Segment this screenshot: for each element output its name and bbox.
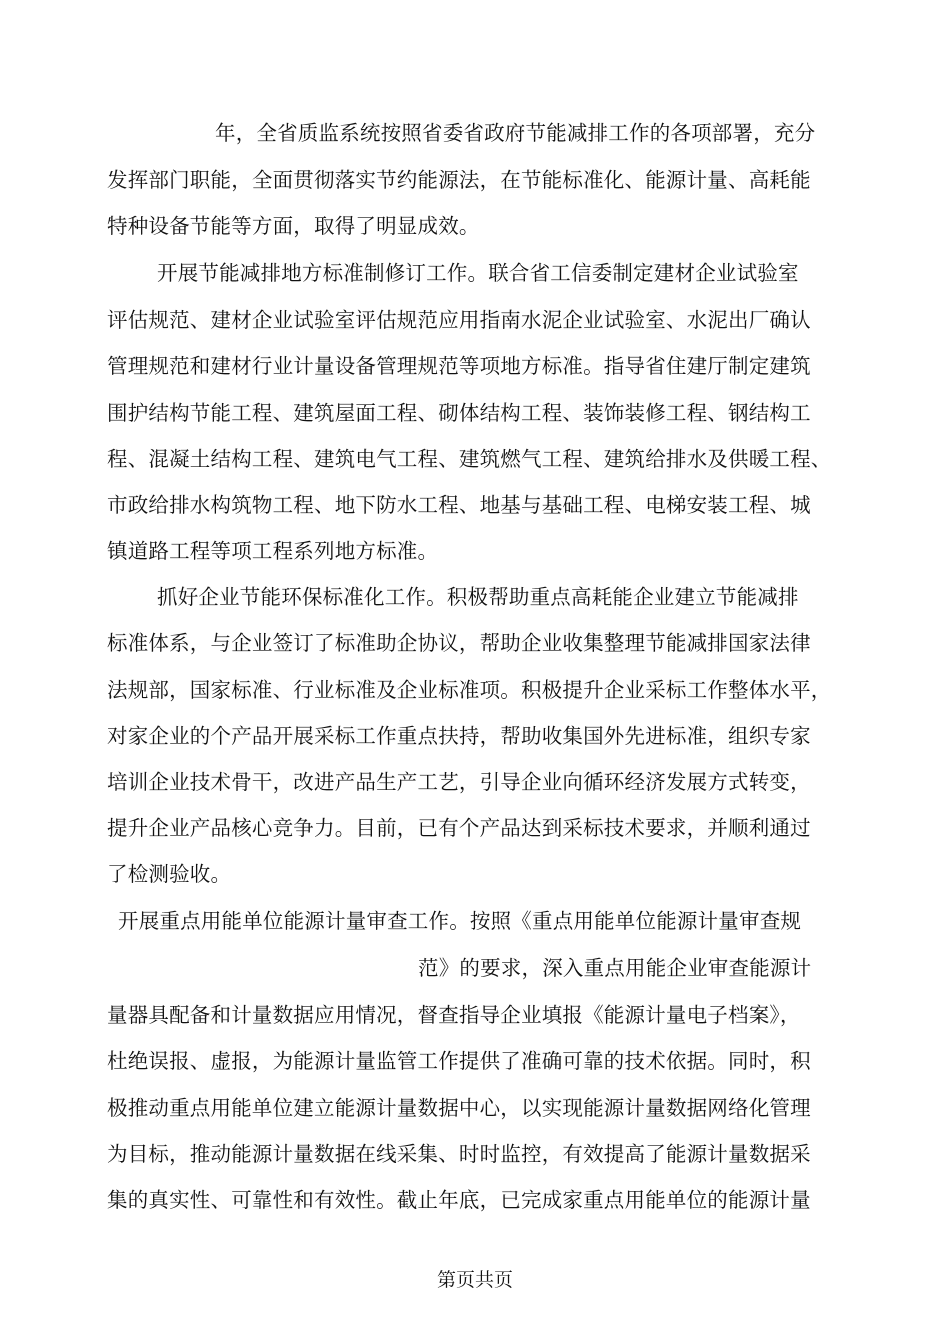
- paragraph-2-line-2: 评估规范、建材企业试验室评估规范应用指南水泥企业试验室、水泥出厂确认: [107, 308, 811, 332]
- paragraph-2-line-3: 管理规范和建材行业计量设备管理规范等项地方标准。指导省住建厅制定建筑: [107, 354, 811, 378]
- paragraph-4-line-5: 极推动重点用能单位建立能源计量数据中心，以实现能源计量数据网络化管理: [107, 1096, 811, 1120]
- paragraph-2-line-5: 程、混凝土结构工程、建筑电气工程、建筑燃气工程、建筑给排水及供暖工程、: [107, 447, 832, 471]
- paragraph-1-line-2: 发挥部门职能，全面贯彻落实节约能源法，在节能标准化、能源计量、高耗能: [107, 168, 811, 192]
- page-footer: 第页共页: [436, 1269, 513, 1291]
- paragraph-2-line-4: 围护结构节能工程、建筑屋面工程、砌体结构工程、装饰装修工程、钢结构工: [107, 401, 811, 425]
- paragraph-4-line-7: 集的真实性、可靠性和有效性。截止年底，已完成家重点用能单位的能源计量: [107, 1188, 811, 1212]
- paragraph-2-line-7: 镇道路工程等项工程系列地方标准。: [107, 539, 439, 563]
- paragraph-1-line-1: 年，全省质监系统按照省委省政府节能减排工作的各项部署，充分: [215, 121, 816, 145]
- paragraph-4-line-1: 开展重点用能单位能源计量审查工作。按照《重点用能单位能源计量审查规: [118, 909, 802, 933]
- paragraph-2-line-1: 开展节能减排地方标准制修订工作。联合省工信委制定建材企业试验室: [157, 261, 799, 285]
- paragraph-3-line-1: 抓好企业节能环保标准化工作。积极帮助重点高耗能企业建立节能减排: [157, 585, 799, 609]
- paragraph-3-line-2: 标准体系，与企业签订了标准助企协议，帮助企业收集整理节能减排国家法律: [107, 631, 811, 655]
- paragraph-3-line-5: 培训企业技术骨干，改进产品生产工艺，引导企业向循环经济发展方式转变，: [107, 770, 811, 794]
- paragraph-3-line-4: 对家企业的个产品开展采标工作重点扶持，帮助收集国外先进标准，组织专家: [107, 724, 811, 748]
- paragraph-4-line-2: 范》的要求，深入重点用能企业审查能源计: [418, 956, 812, 980]
- paragraph-3-line-7: 了检测验收。: [107, 862, 232, 886]
- paragraph-4-line-6: 为目标，推动能源计量数据在线采集、时时监控，有效提高了能源计量数据采: [107, 1142, 811, 1166]
- paragraph-3-line-6: 提升企业产品核心竞争力。目前，已有个产品达到采标技术要求，并顺利通过: [107, 816, 811, 840]
- paragraph-4-line-3: 量器具配备和计量数据应用情况，督查指导企业填报《能源计量电子档案》，: [107, 1003, 801, 1027]
- paragraph-4-line-4: 杜绝误报、虚报，为能源计量监管工作提供了准确可靠的技术依据。同时，积: [107, 1049, 811, 1073]
- paragraph-2-line-6: 市政给排水构筑物工程、地下防水工程、地基与基础工程、电梯安装工程、城: [107, 493, 811, 517]
- paragraph-3-line-3: 法规部，国家标准、行业标准及企业标准项。积极提升企业采标工作整体水平，: [107, 678, 832, 702]
- paragraph-1-line-3: 特种设备节能等方面，取得了明显成效。: [107, 214, 480, 238]
